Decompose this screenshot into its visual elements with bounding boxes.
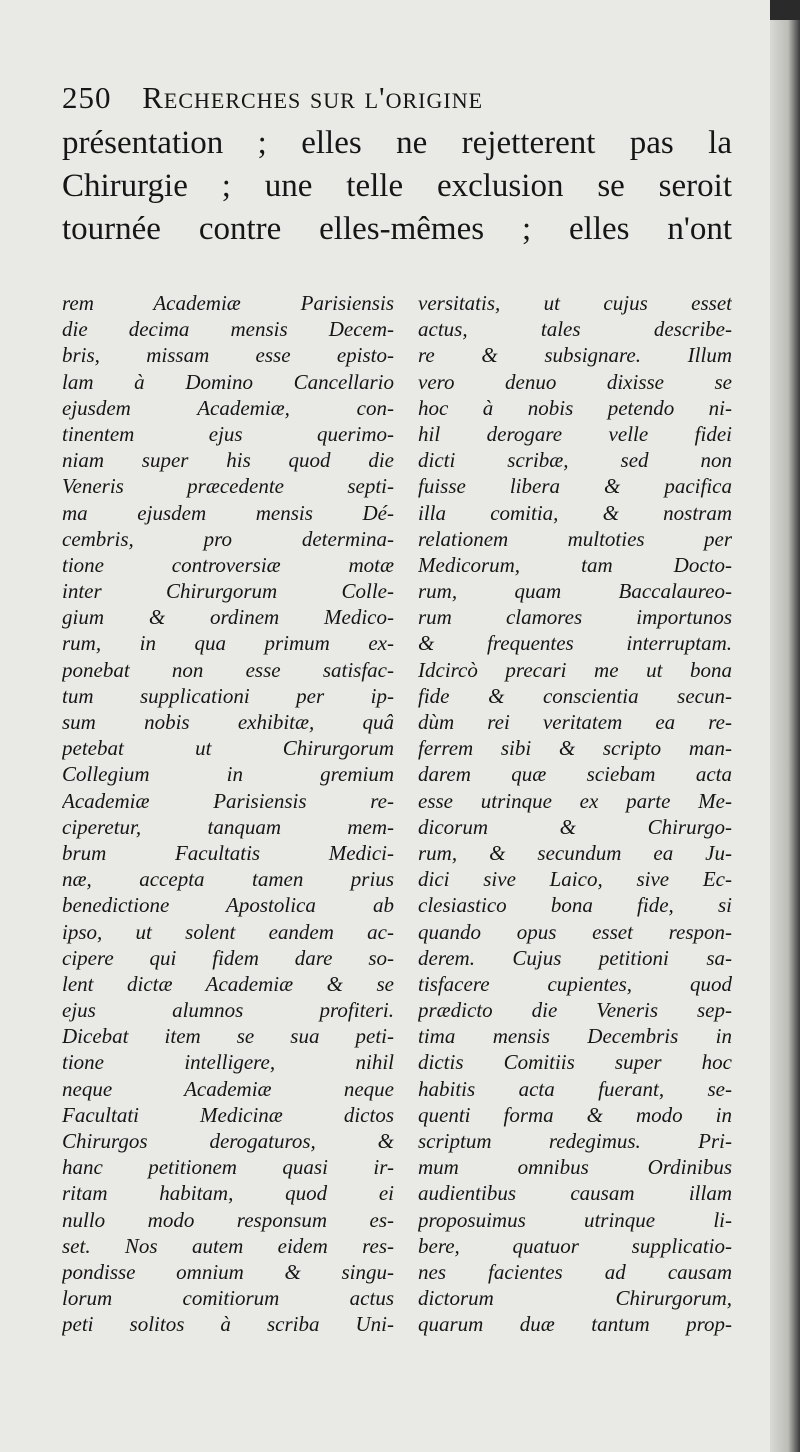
right-column-line: hoc à nobis petendo ni- (418, 395, 732, 420)
intro-paragraph (62, 122, 732, 251)
left-column-line: niam super his quod die (62, 448, 394, 473)
left-column-line: nullo modo responsum es- (62, 1207, 394, 1232)
right-column-line: nes facientes ad causam (418, 1259, 732, 1284)
right-column-line: derem. Cujus petitioni sa- (418, 945, 732, 970)
right-column-line: dictis Comitiis super hoc (418, 1050, 732, 1075)
left-column-line: peti solitos à scriba Uni- (62, 1312, 394, 1337)
right-column-line: dicorum & Chirurgo- (418, 814, 732, 839)
left-column-line: rum, in qua primum ex- (62, 631, 394, 656)
left-column-line: ipso, ut solent eandem ac- (62, 919, 394, 944)
right-column-line: fide & conscientia secun- (418, 683, 732, 708)
page-number: 250 (62, 80, 112, 115)
left-column-line: tione controversiæ motæ (62, 552, 394, 577)
right-column-line: quenti forma & modo in (418, 1102, 732, 1127)
left-column (62, 290, 394, 1338)
page-header (62, 80, 742, 124)
left-column-line: næ, accepta tamen prius (62, 867, 394, 892)
left-column-line: pondisse omnium & singu- (62, 1259, 394, 1284)
left-column-line: lorum comitiorum actus (62, 1286, 394, 1311)
left-column-line: tinentem ejus querimo- (62, 421, 394, 446)
right-column-line: audientibus causam illam (418, 1181, 732, 1206)
left-column-line: petebat ut Chirurgorum (62, 736, 394, 761)
right-column-line: tima mensis Decembris in (418, 1024, 732, 1049)
right-column-line: vero denuo dixisse se (418, 369, 732, 394)
left-column-line: rem Academiæ Parisiensis (62, 291, 394, 315)
right-column-line: habitis acta fuerant, se- (418, 1076, 732, 1101)
left-column-line: benedictione Apostolica ab (62, 893, 394, 918)
right-column-line: rum, quam Baccalaureo- (418, 579, 732, 604)
left-column-line: ciperetur, tanquam mem- (62, 814, 394, 839)
intro-line: présentation ; elles ne rejetterent pas la (62, 125, 732, 161)
left-column-line: Chirurgos derogaturos, & (62, 1129, 394, 1153)
left-column-line: ponebat non esse satisfac- (62, 657, 394, 682)
right-column-line: Idcircò precari me ut bona (418, 657, 732, 682)
left-column-line: sum nobis exhibitæ, quâ (62, 710, 394, 734)
left-column-line: ejusdem Academiæ, con- (62, 395, 394, 420)
left-column-line: tum supplicationi per ip- (62, 683, 394, 708)
right-column-line: & frequentes interruptam. (418, 631, 732, 656)
right-column-line: hil derogare velle fidei (418, 421, 732, 446)
right-column-line: quando opus esset respon- (418, 919, 732, 944)
left-column-line: Veneris præcedente septi- (62, 474, 394, 499)
right-column-line: quarum duæ tantum prop- (418, 1312, 732, 1337)
left-column-line: gium & ordinem Medico- (62, 605, 394, 630)
left-column-line: lam à Domino Cancellario (62, 369, 394, 394)
right-column-line: prædicto die Veneris sep- (418, 998, 732, 1023)
right-column-line: mum omnibus Ordinibus (418, 1155, 732, 1180)
left-column-line: neque Academiæ neque (62, 1076, 394, 1101)
right-column-line: esse utrinque ex parte Me- (418, 788, 732, 813)
left-column-line: ritam habitam, quod ei (62, 1181, 394, 1206)
left-column-line: cipere qui fidem dare so- (62, 945, 394, 970)
left-column-line: die decima mensis Decem- (62, 317, 394, 342)
right-column-line: bere, quatuor supplicatio- (418, 1233, 732, 1258)
left-column-line: Academiæ Parisiensis re- (62, 788, 394, 813)
left-column-line: ejus alumnos profiteri. (62, 998, 394, 1023)
right-column-line: dùm rei veritatem ea re- (418, 710, 732, 734)
right-column-line: dictorum Chirurgorum, (418, 1286, 732, 1311)
right-column-line: actus, tales describe- (418, 317, 732, 342)
left-column-line: hanc petitionem quasi ir- (62, 1155, 394, 1180)
right-column-line: tisfacere cupientes, quod (418, 971, 732, 996)
left-column-line: bris, missam esse episto- (62, 343, 394, 368)
left-column-line: tione intelligere, nihil (62, 1050, 394, 1075)
left-column-line: brum Facultatis Medici- (62, 840, 394, 865)
left-column-line: Dicebat item se sua peti- (62, 1024, 394, 1049)
intro-line: Chirurgie ; une telle exclusion se seroit (62, 168, 732, 204)
right-column-line: dici sive Laico, sive Ec- (418, 867, 732, 892)
right-column-line: clesiastico bona fide, si (418, 893, 732, 918)
right-column-line: darem quæ sciebam acta (418, 762, 732, 787)
left-column-line: ma ejusdem mensis Dé- (62, 500, 394, 525)
right-column-line: re & subsignare. Illum (418, 343, 732, 368)
right-column-line: proposuimus utrinque li- (418, 1207, 732, 1232)
right-column-line: versitatis, ut cujus esset (418, 291, 732, 315)
right-column-line: rum clamores importunos (418, 605, 732, 630)
right-column-line: dicti scribæ, sed non (418, 448, 732, 473)
left-column-line: cembris, pro determina- (62, 526, 394, 551)
right-column-line: illa comitia, & nostram (418, 500, 732, 525)
left-column-line: set. Nos autem eidem res- (62, 1233, 394, 1258)
left-column-line: lent dictæ Academiæ & se (62, 971, 394, 996)
right-column-line: ferrem sibi & scripto man- (418, 736, 732, 761)
left-column-line: Collegium in gremium (62, 762, 394, 787)
page-edge (770, 20, 800, 1452)
right-column-line: relationem multoties per (418, 526, 732, 551)
right-column (418, 290, 732, 1338)
right-column-line: fuisse libera & pacifica (418, 474, 732, 499)
right-column-line: rum, & secundum ea Ju- (418, 840, 732, 865)
running-title: Recherches sur l'origine (142, 80, 484, 115)
intro-line: tournée contre elles-mêmes ; elles n'ont (62, 211, 732, 247)
left-column-line: Facultati Medicinæ dictos (62, 1102, 394, 1127)
right-column-line: scriptum redegimus. Pri- (418, 1129, 732, 1153)
left-column-line: inter Chirurgorum Colle- (62, 579, 394, 604)
right-column-line: Medicorum, tam Docto- (418, 552, 732, 577)
